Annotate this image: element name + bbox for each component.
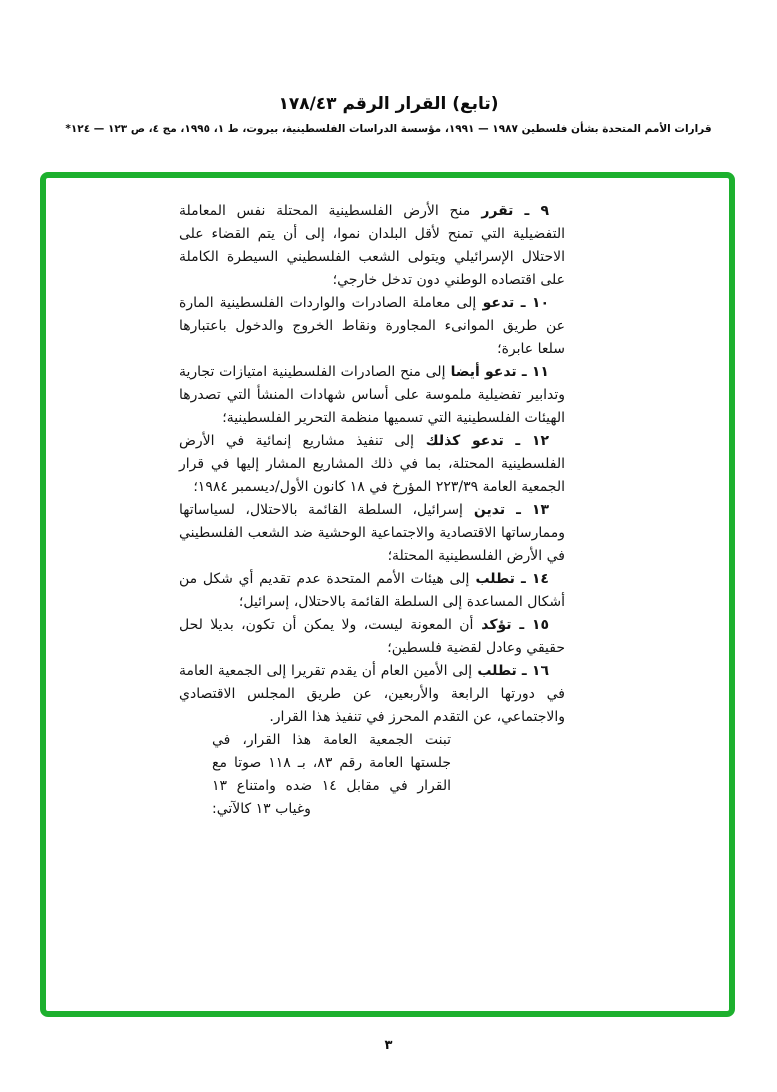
highlight-frame (40, 172, 735, 1017)
resolution-paragraph: ١٠ ـ تدعو إلى معاملة الصادرات والواردات الفلسطينية المارة عن طريق الموانىء المجاورة ونقاط الخروج والدخول باعتبارها سلعا عابرة؛ (179, 295, 565, 357)
paragraph-lead: ١٠ ـ تدعو (476, 295, 549, 311)
paragraph-lead: ١٢ ـ تدعو كذلك (414, 433, 549, 449)
paragraph-lead: ١١ ـ تدعو أيضا (445, 364, 549, 380)
paragraph-lead: ٩ ـ تقرر (470, 203, 550, 219)
paragraph-lead: ١٥ ـ تؤكد (473, 617, 550, 633)
resolution-body (179, 200, 565, 821)
page-number: ٣ (384, 1038, 393, 1053)
adoption-note: تبنت الجمعية العامة هذا القرار، في جلستها العامة رقم ٨٣، بـ ١١٨ صوتا مع القرار في مقابل ١٤ ضده وامتناع ١٣ وغياب ١٣ كالآتي: (212, 732, 451, 817)
page-title: (تابع) القرار الرقم ١٧٨/٤٣ (278, 94, 499, 114)
resolution-paragraph: ١١ ـ تدعو أيضا إلى منح الصادرات الفلسطينية امتيازات تجارية وتدابير تفضيلية ملموسة على أساس شهادات المنشأ التي تصدرها الهيئات الفلسطينية التي تسميها منظمة التحرير الفلسطينية؛ (179, 364, 565, 426)
paragraph-lead: ١٤ ـ تطلب (469, 571, 549, 587)
source-citation: قرارات الأمم المتحدة بشأن فلسطين ١٩٨٧ — ١٩٩١، مؤسسة الدراسات الفلسطينية، بيروت، ط ١، ١٩٩٥، مج ٤، ص ١٢٣ — ١٢٤* (65, 123, 712, 135)
paragraph-lead: ١٣ ـ تدين (462, 502, 549, 518)
resolution-paragraph: ١٤ ـ تطلب إلى هيئات الأمم المتحدة عدم تقديم أي شكل من أشكال المساعدة إلى السلطة القائمة بالاحتلال، إسرائيل؛ (179, 571, 565, 610)
resolution-paragraph: ١٢ ـ تدعو كذلك إلى تنفيذ مشاريع إنمائية في الأرض الفلسطينية المحتلة، بما في ذلك المشاريع المشار إليها في قرار الجمعية العامة ٢٢٣/٣٩ المؤرخ في ١٨ كانون الأول/ديسمبر ١٩٨٤؛ (179, 433, 565, 495)
resolution-paragraph: ١٣ ـ تدين إسرائيل، السلطة القائمة بالاحتلال، لسياساتها وممارساتها الاقتصادية والاجتماعية الوحشية ضد الشعب الفلسطيني في الأرض الفلسطينية المحتلة؛ (179, 502, 565, 564)
paragraph-list (179, 200, 565, 729)
resolution-paragraph: ٩ ـ تقرر منح الأرض الفلسطينية المحتلة نفس المعاملة التفضيلية التي تمنح لأقل البلدان نموا، إلى أن يتم القضاء على الاحتلال الإسرائيلي ويتولى الشعب الفلسطيني السيطرة الكاملة على اقتصاده الوطني دون تدخل خارجي؛ (179, 203, 565, 288)
paragraph-lead: ١٦ ـ تطلب (472, 663, 549, 679)
resolution-paragraph: ١٥ ـ تؤكد أن المعونة ليست، ولا يمكن أن تكون، بديلا لحل حقيقي وعادل لقضية فلسطين؛ (179, 617, 565, 656)
resolution-paragraph: ١٦ ـ تطلب إلى الأمين العام أن يقدم تقريرا إلى الجمعية العامة في دورتها الرابعة والأربعين، عن طريق المجلس الاقتصادي والاجتماعي، عن التقدم المحرز في تنفيذ هذا القرار. (179, 663, 565, 725)
